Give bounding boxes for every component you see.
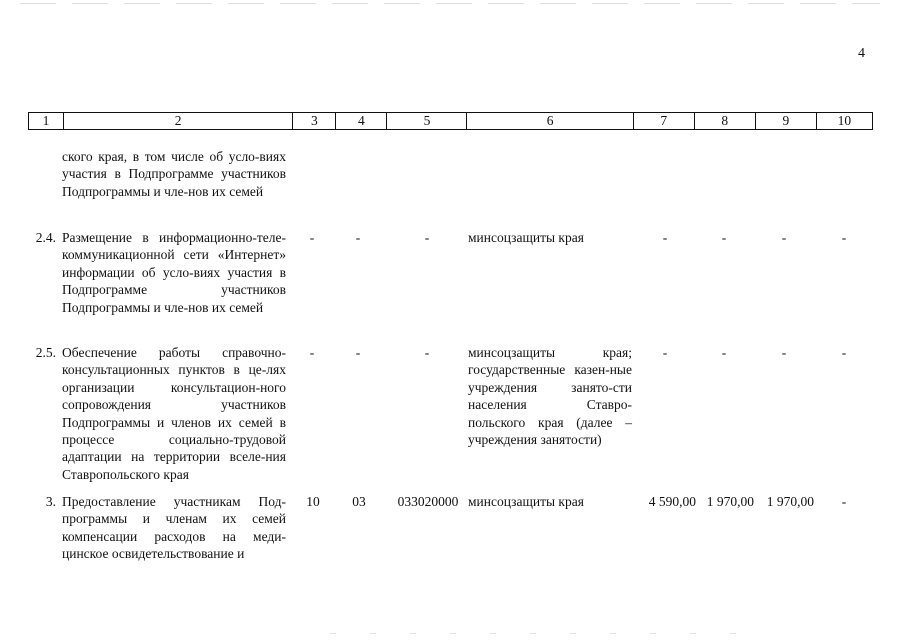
header-col-4: 4 (336, 113, 387, 130)
row-2-4-col8: - (721, 230, 727, 245)
header-col-1: 1 (29, 113, 64, 130)
row-3-col4: 03 (352, 494, 366, 509)
row-2-5-col5: - (424, 345, 430, 360)
row-3-col3: 10 (306, 494, 320, 509)
row-2-5-col9: - (781, 345, 787, 360)
row-3-number: 3. (45, 494, 56, 509)
row-2-4-col7: - (662, 230, 668, 245)
row-continuation-description: ского края, в том числе об усло-виях участия в Подпрограмме участников Подпрограммы и чле-нов их семей (62, 149, 286, 199)
row-2-4-col10: - (841, 230, 847, 245)
header-col-9: 9 (755, 113, 816, 130)
header-col-3: 3 (293, 113, 336, 130)
header-col-2: 2 (64, 113, 293, 130)
row-3-col5: 033020000 (397, 494, 459, 509)
row-2-5-col4: - (355, 345, 361, 360)
row-3-description: Предоставление участникам Под-программы и членам их семей компенсации расходов на меди-цинское освидетельствование и (62, 494, 286, 562)
row-3-col9: 1 970,00 (766, 494, 814, 509)
row-2-4-col9: - (781, 230, 787, 245)
row-2-5-executor: минсоцзащиты края; государственные казен-ные учреждения занято-сти населения Ставро-польского края (далее – учреждения занятости) (468, 345, 632, 448)
row-2-5-col3: - (309, 345, 315, 360)
scan-artifact-bottom (330, 633, 750, 634)
row-3-executor: минсоцзащиты края (468, 494, 584, 509)
header-col-10: 10 (816, 113, 872, 130)
row-2-4-number: 2.4. (35, 230, 56, 245)
header-row (29, 113, 873, 130)
page-number: 4 (858, 46, 865, 61)
row-2-5-number: 2.5. (35, 345, 56, 360)
row-2-4-description: Размещение в информационно-теле-коммуникационной сети «Интернет» информации об усло-виях участия в Подпрограмме участников Подпрограммы и чле-нов их семей (62, 230, 286, 315)
row-2-4-col5: - (424, 230, 430, 245)
header-col-5: 5 (387, 113, 467, 130)
header-col-7: 7 (633, 113, 694, 130)
row-3-col7: 4 590,00 (648, 494, 696, 509)
row-3-col10: - (841, 494, 847, 509)
scan-artifact-top (20, 3, 880, 4)
row-2-5-description: Обеспечение работы справочно-консультационных пунктов в це-лях организации консультацион-ного сопровождения участников Подпрограммы и членов их семей в процессе социально-трудовой адаптации на территории вселе-ния Ставропольского края (62, 345, 286, 482)
row-2-4-executor: минсоцзащиты края (468, 230, 584, 245)
row-3-col8: 1 970,00 (706, 494, 754, 509)
row-2-4-col4: - (355, 230, 361, 245)
row-2-4-col3: - (309, 230, 315, 245)
header-col-6: 6 (467, 113, 633, 130)
header-col-8: 8 (694, 113, 755, 130)
row-2-5-col7: - (662, 345, 668, 360)
column-number-header (28, 112, 873, 130)
row-2-5-col8: - (721, 345, 727, 360)
row-2-5-col10: - (841, 345, 847, 360)
